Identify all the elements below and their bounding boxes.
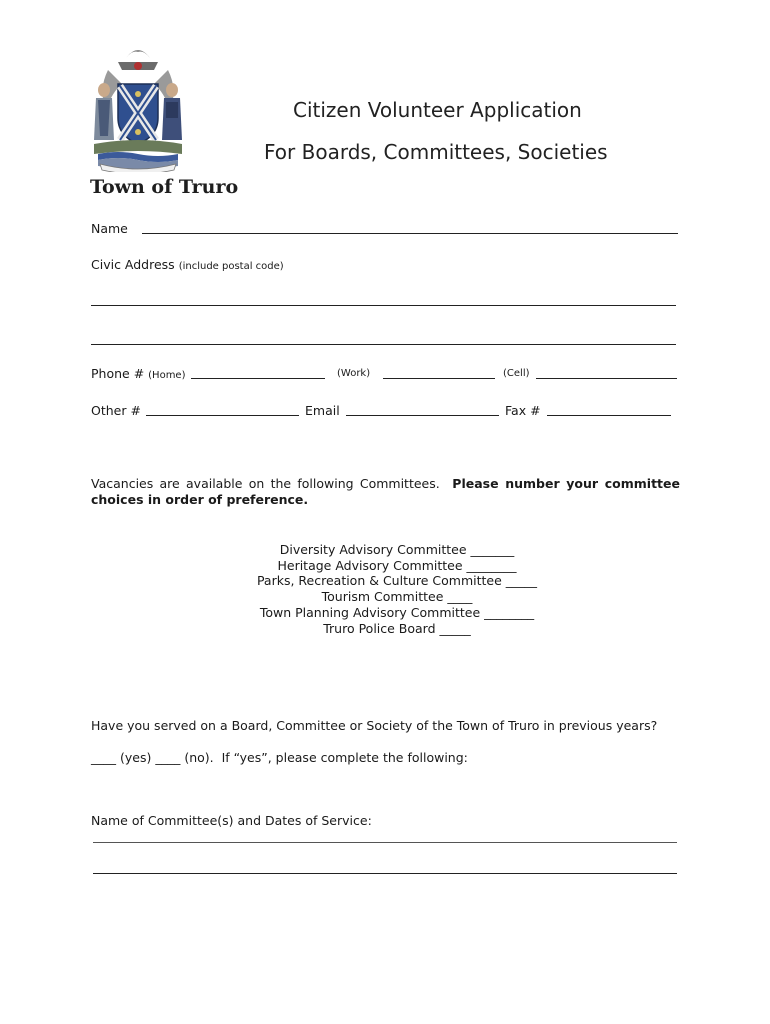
work-phone-field[interactable]: [383, 378, 495, 379]
phone-label-text: Phone #: [91, 366, 145, 381]
name-label: Name: [91, 221, 128, 236]
service-line-1[interactable]: [93, 842, 677, 843]
cell-phone-field[interactable]: [536, 378, 677, 379]
committee-item[interactable]: Parks, Recreation & Culture Committee _____: [256, 573, 538, 589]
civic-address-label-text: Civic Address: [91, 257, 175, 272]
fax-field[interactable]: [547, 415, 671, 416]
home-phone-field[interactable]: [191, 378, 325, 379]
followup-text: If “yes”, please complete the following:: [221, 750, 468, 765]
no-blank[interactable]: ____: [155, 750, 181, 765]
civic-address-line-2[interactable]: [91, 344, 676, 345]
committee-list: [200, 542, 594, 636]
yes-blank[interactable]: ____: [91, 750, 116, 765]
previous-service-answer: [91, 750, 468, 765]
town-crest-icon: [88, 40, 188, 172]
civic-address-label: [91, 257, 284, 272]
yes-label: (yes): [119, 750, 152, 765]
fax-label: Fax #: [505, 403, 541, 418]
civic-address-note: (include postal code): [178, 261, 284, 272]
phone-label: [91, 366, 186, 381]
other-label: Other #: [91, 403, 141, 418]
service-label: Name of Committee(s) and Dates of Service:: [91, 813, 372, 828]
town-name: Town of Truro: [90, 176, 239, 198]
no-label: (no).: [184, 750, 214, 765]
vacancies-intro: Vacancies are available on the following Committees.: [91, 476, 440, 491]
committee-item[interactable]: Town Planning Advisory Committee ________: [259, 604, 535, 620]
email-field[interactable]: [346, 415, 499, 416]
vacancies-instruction: Please number your committee choices in order of preference.: [91, 476, 680, 507]
work-label: (Work): [337, 368, 371, 379]
home-label: (Home): [148, 370, 186, 381]
previous-service-question: Have you served on a Board, Committee or Society of the Town of Truro in previous years?: [91, 718, 658, 733]
other-phone-field[interactable]: [146, 415, 299, 416]
civic-address-line-1[interactable]: [91, 305, 676, 306]
email-label: Email: [305, 403, 340, 418]
name-field[interactable]: [142, 233, 678, 234]
form-subtitle: For Boards, Committees, Societies: [264, 140, 608, 164]
vacancies-paragraph: [91, 476, 680, 508]
service-line-2[interactable]: [93, 873, 677, 874]
cell-label: (Cell): [503, 368, 530, 379]
committee-item[interactable]: Heritage Advisory Committee ________: [277, 557, 517, 573]
committee-item[interactable]: Diversity Advisory Committee _______: [279, 542, 515, 557]
committee-item[interactable]: Truro Police Board _____: [323, 620, 471, 636]
form-title: Citizen Volunteer Application: [293, 98, 582, 122]
committee-item[interactable]: Tourism Committee ____: [321, 589, 473, 605]
